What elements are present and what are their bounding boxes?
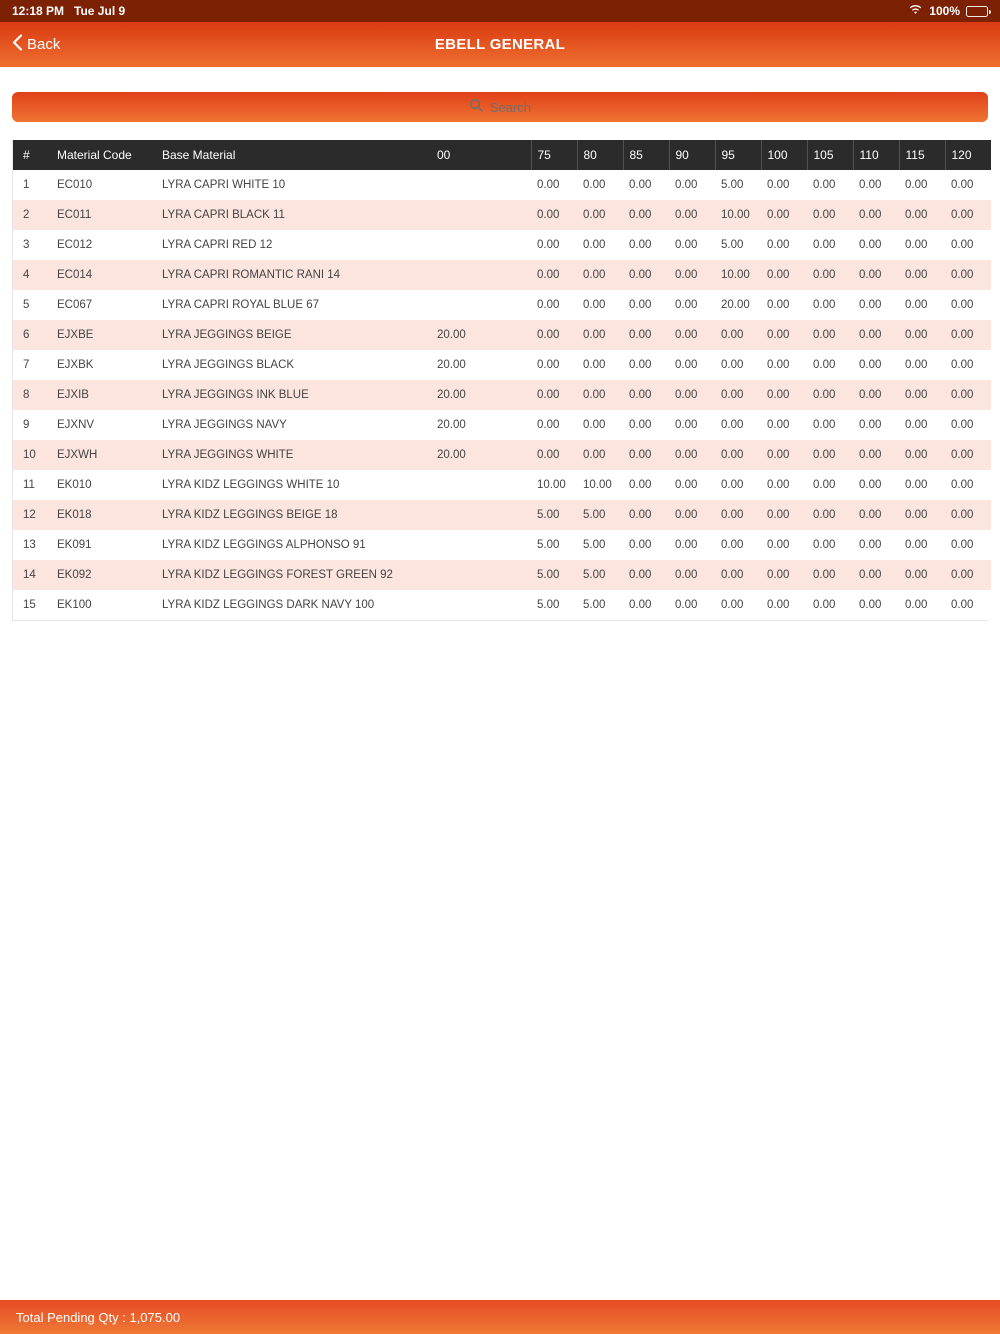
table-row[interactable] bbox=[13, 290, 991, 320]
row-number: 5 bbox=[23, 299, 30, 311]
qty-cell: 20.00 bbox=[437, 449, 466, 461]
qty-cell: 0.00 bbox=[629, 329, 652, 341]
table-row[interactable] bbox=[13, 500, 991, 530]
qty-cell: 0.00 bbox=[813, 299, 836, 311]
qty-cell: 0.00 bbox=[675, 599, 698, 611]
base-material: LYRA CAPRI ROYAL BLUE 67 bbox=[162, 299, 320, 311]
qty-cell: 0.00 bbox=[767, 569, 790, 581]
base-material: LYRA JEGGINGS WHITE bbox=[162, 449, 294, 461]
qty-cell: 0.00 bbox=[813, 449, 836, 461]
qty-cell: 5.00 bbox=[721, 239, 744, 251]
qty-cell: 0.00 bbox=[951, 539, 974, 551]
material-code: EC014 bbox=[57, 269, 93, 281]
column-header: 110 bbox=[853, 140, 899, 170]
qty-cell: 5.00 bbox=[537, 599, 560, 611]
qty-cell: 0.00 bbox=[721, 389, 744, 401]
base-material: LYRA KIDZ LEGGINGS WHITE 10 bbox=[162, 479, 340, 491]
qty-cell: 0.00 bbox=[905, 569, 928, 581]
qty-cell: 0.00 bbox=[905, 479, 928, 491]
qty-cell: 0.00 bbox=[583, 209, 606, 221]
qty-cell: 0.00 bbox=[721, 359, 744, 371]
magnifier-icon bbox=[469, 98, 483, 117]
qty-cell: 0.00 bbox=[951, 569, 974, 581]
table-row[interactable] bbox=[13, 380, 991, 410]
qty-cell: 20.00 bbox=[721, 299, 750, 311]
qty-cell: 0.00 bbox=[629, 509, 652, 521]
chevron-left-icon bbox=[12, 34, 23, 55]
qty-cell: 0.00 bbox=[721, 509, 744, 521]
qty-cell: 20.00 bbox=[437, 389, 466, 401]
qty-cell: 0.00 bbox=[675, 479, 698, 491]
material-code: EK010 bbox=[57, 479, 92, 491]
qty-cell: 0.00 bbox=[537, 269, 560, 281]
row-number: 8 bbox=[23, 389, 30, 401]
search-placeholder: Search bbox=[489, 99, 532, 115]
qty-cell: 0.00 bbox=[537, 299, 560, 311]
qty-cell: 0.00 bbox=[859, 539, 882, 551]
qty-cell: 0.00 bbox=[905, 509, 928, 521]
base-material: LYRA CAPRI ROMANTIC RANI 14 bbox=[162, 269, 341, 281]
table-row[interactable] bbox=[13, 410, 991, 440]
wifi-icon bbox=[908, 4, 923, 18]
qty-cell: 0.00 bbox=[721, 329, 744, 341]
qty-cell: 0.00 bbox=[905, 359, 928, 371]
material-code: EK100 bbox=[57, 599, 92, 611]
qty-cell: 0.00 bbox=[675, 419, 698, 431]
qty-cell: 0.00 bbox=[951, 299, 974, 311]
qty-cell bbox=[431, 260, 531, 290]
material-code: EC067 bbox=[57, 299, 93, 311]
table-row[interactable] bbox=[13, 230, 991, 260]
qty-cell: 0.00 bbox=[813, 179, 836, 191]
table-row[interactable] bbox=[13, 320, 991, 350]
material-code: EK091 bbox=[57, 539, 92, 551]
status-time: 12:18 PM bbox=[12, 4, 65, 18]
column-header: Material Code bbox=[51, 140, 156, 170]
qty-cell: 0.00 bbox=[859, 209, 882, 221]
column-header: 95 bbox=[715, 140, 761, 170]
column-header: 100 bbox=[761, 140, 807, 170]
qty-cell: 0.00 bbox=[675, 239, 698, 251]
base-material: LYRA KIDZ LEGGINGS FOREST GREEN 92 bbox=[162, 569, 393, 581]
base-material: LYRA KIDZ LEGGINGS ALPHONSO 91 bbox=[162, 539, 366, 551]
qty-cell: 0.00 bbox=[629, 419, 652, 431]
row-number: 3 bbox=[23, 239, 30, 251]
table-header bbox=[13, 140, 991, 170]
qty-cell bbox=[431, 200, 531, 230]
qty-cell: 0.00 bbox=[767, 389, 790, 401]
base-material: LYRA KIDZ LEGGINGS BEIGE 18 bbox=[162, 509, 338, 521]
base-material: LYRA CAPRI RED 12 bbox=[162, 239, 273, 251]
back-label: Back bbox=[27, 36, 61, 53]
qty-cell: 0.00 bbox=[583, 239, 606, 251]
qty-cell: 0.00 bbox=[583, 419, 606, 431]
qty-cell: 0.00 bbox=[905, 209, 928, 221]
base-material: LYRA CAPRI WHITE 10 bbox=[162, 179, 286, 191]
qty-cell: 0.00 bbox=[675, 329, 698, 341]
qty-cell: 0.00 bbox=[951, 239, 974, 251]
qty-cell: 0.00 bbox=[813, 539, 836, 551]
qty-cell: 0.00 bbox=[583, 299, 606, 311]
qty-cell bbox=[431, 560, 531, 590]
column-header: 00 bbox=[431, 140, 531, 170]
qty-cell: 0.00 bbox=[859, 389, 882, 401]
qty-cell: 0.00 bbox=[905, 419, 928, 431]
qty-cell: 0.00 bbox=[675, 539, 698, 551]
qty-cell: 0.00 bbox=[813, 269, 836, 281]
qty-cell: 0.00 bbox=[721, 599, 744, 611]
qty-cell: 0.00 bbox=[583, 329, 606, 341]
material-code: EJXWH bbox=[57, 449, 98, 461]
qty-cell: 0.00 bbox=[813, 359, 836, 371]
qty-cell: 0.00 bbox=[583, 389, 606, 401]
qty-cell: 0.00 bbox=[675, 509, 698, 521]
qty-cell: 0.00 bbox=[767, 179, 790, 191]
qty-cell: 5.00 bbox=[583, 569, 606, 581]
qty-cell: 20.00 bbox=[437, 329, 466, 341]
table-row[interactable] bbox=[13, 200, 991, 230]
qty-cell: 0.00 bbox=[537, 449, 560, 461]
qty-cell: 0.00 bbox=[905, 269, 928, 281]
table-row[interactable] bbox=[13, 350, 991, 380]
material-code: EJXIB bbox=[57, 389, 89, 401]
qty-cell: 0.00 bbox=[859, 239, 882, 251]
qty-cell: 0.00 bbox=[537, 179, 560, 191]
base-material: LYRA CAPRI BLACK 11 bbox=[162, 209, 285, 221]
qty-cell: 0.00 bbox=[859, 359, 882, 371]
qty-cell: 0.00 bbox=[629, 209, 652, 221]
qty-cell: 0.00 bbox=[675, 209, 698, 221]
row-number: 12 bbox=[23, 509, 36, 521]
qty-cell: 0.00 bbox=[951, 179, 974, 191]
column-header: 105 bbox=[807, 140, 853, 170]
row-number: 11 bbox=[23, 479, 35, 491]
qty-cell: 0.00 bbox=[767, 269, 790, 281]
qty-cell: 0.00 bbox=[537, 209, 560, 221]
qty-cell: 0.00 bbox=[767, 539, 790, 551]
back-button[interactable] bbox=[0, 22, 72, 67]
material-code: EC012 bbox=[57, 239, 93, 251]
material-code: EC011 bbox=[57, 209, 92, 221]
qty-cell: 0.00 bbox=[767, 209, 790, 221]
qty-cell: 5.00 bbox=[537, 569, 560, 581]
qty-cell: 0.00 bbox=[583, 449, 606, 461]
row-number: 15 bbox=[23, 599, 36, 611]
qty-cell: 0.00 bbox=[629, 389, 652, 401]
table-row[interactable] bbox=[13, 560, 991, 590]
qty-cell: 0.00 bbox=[951, 269, 974, 281]
base-material: LYRA JEGGINGS BEIGE bbox=[162, 329, 292, 341]
column-header: Base Material bbox=[156, 140, 431, 170]
row-number: 6 bbox=[23, 329, 30, 341]
table-row[interactable] bbox=[13, 440, 991, 470]
table-row[interactable] bbox=[13, 260, 991, 290]
qty-cell: 0.00 bbox=[951, 449, 974, 461]
qty-cell: 0.00 bbox=[905, 389, 928, 401]
qty-cell: 0.00 bbox=[767, 509, 790, 521]
qty-cell: 0.00 bbox=[629, 299, 652, 311]
footer-bar bbox=[0, 1300, 1000, 1334]
total-pending-qty: Total Pending Qty : 1,075.00 bbox=[16, 1309, 181, 1325]
qty-cell: 0.00 bbox=[813, 479, 836, 491]
qty-cell: 0.00 bbox=[767, 329, 790, 341]
qty-cell: 0.00 bbox=[767, 299, 790, 311]
status-bar bbox=[0, 0, 1000, 22]
material-code: EK092 bbox=[57, 569, 92, 581]
battery-full-icon bbox=[966, 6, 988, 17]
qty-cell: 0.00 bbox=[859, 419, 882, 431]
qty-cell: 20.00 bbox=[437, 359, 466, 371]
qty-cell: 0.00 bbox=[859, 299, 882, 311]
row-number: 7 bbox=[23, 359, 30, 371]
qty-cell: 0.00 bbox=[537, 389, 560, 401]
qty-cell: 0.00 bbox=[905, 299, 928, 311]
qty-cell: 10.00 bbox=[721, 209, 750, 221]
qty-cell: 0.00 bbox=[813, 389, 836, 401]
base-material: LYRA JEGGINGS INK BLUE bbox=[162, 389, 309, 401]
table-row[interactable] bbox=[13, 170, 991, 200]
qty-cell bbox=[431, 170, 531, 200]
material-code: EK018 bbox=[57, 509, 92, 521]
qty-cell: 0.00 bbox=[675, 449, 698, 461]
materials-table bbox=[13, 140, 991, 620]
qty-cell: 0.00 bbox=[859, 599, 882, 611]
qty-cell: 0.00 bbox=[629, 479, 652, 491]
qty-cell: 0.00 bbox=[675, 269, 698, 281]
column-header: 80 bbox=[577, 140, 623, 170]
table-row[interactable] bbox=[13, 470, 991, 500]
qty-cell: 0.00 bbox=[675, 569, 698, 581]
qty-cell: 0.00 bbox=[813, 209, 836, 221]
qty-cell: 0.00 bbox=[629, 179, 652, 191]
table-row[interactable] bbox=[13, 530, 991, 560]
page-title: EBELL GENERAL bbox=[434, 36, 566, 53]
qty-cell: 0.00 bbox=[537, 329, 560, 341]
qty-cell: 0.00 bbox=[813, 329, 836, 341]
qty-cell: 0.00 bbox=[859, 179, 882, 191]
qty-cell: 0.00 bbox=[629, 599, 652, 611]
qty-cell: 0.00 bbox=[813, 239, 836, 251]
search-section bbox=[0, 67, 1000, 140]
qty-cell: 0.00 bbox=[767, 239, 790, 251]
column-header: 85 bbox=[623, 140, 669, 170]
qty-cell bbox=[431, 590, 531, 620]
column-header: # bbox=[13, 140, 51, 170]
qty-cell: 0.00 bbox=[951, 389, 974, 401]
base-material: LYRA KIDZ LEGGINGS DARK NAVY 100 bbox=[162, 599, 375, 611]
qty-cell: 0.00 bbox=[905, 599, 928, 611]
qty-cell bbox=[431, 500, 531, 530]
qty-cell: 0.00 bbox=[675, 179, 698, 191]
nav-bar bbox=[0, 22, 1000, 67]
qty-cell: 10.00 bbox=[537, 479, 566, 491]
column-header: 75 bbox=[531, 140, 577, 170]
row-number: 14 bbox=[23, 569, 36, 581]
qty-cell: 0.00 bbox=[951, 329, 974, 341]
qty-cell: 0.00 bbox=[721, 449, 744, 461]
qty-cell: 0.00 bbox=[859, 569, 882, 581]
qty-cell: 0.00 bbox=[583, 359, 606, 371]
row-number: 2 bbox=[23, 209, 30, 221]
qty-cell: 0.00 bbox=[905, 449, 928, 461]
qty-cell: 0.00 bbox=[537, 359, 560, 371]
qty-cell: 0.00 bbox=[859, 509, 882, 521]
qty-cell: 0.00 bbox=[951, 419, 974, 431]
search-input[interactable] bbox=[12, 92, 988, 122]
qty-cell: 0.00 bbox=[767, 419, 790, 431]
material-code: EJXNV bbox=[57, 419, 95, 431]
qty-cell: 5.00 bbox=[583, 509, 606, 521]
qty-cell: 0.00 bbox=[583, 179, 606, 191]
qty-cell: 5.00 bbox=[583, 539, 606, 551]
qty-cell: 5.00 bbox=[537, 539, 560, 551]
table-row[interactable] bbox=[13, 590, 991, 620]
qty-cell: 0.00 bbox=[629, 359, 652, 371]
qty-cell: 0.00 bbox=[813, 509, 836, 521]
row-number: 13 bbox=[23, 539, 36, 551]
qty-cell: 0.00 bbox=[905, 329, 928, 341]
qty-cell: 10.00 bbox=[721, 269, 750, 281]
qty-cell: 0.00 bbox=[767, 449, 790, 461]
qty-cell: 0.00 bbox=[951, 509, 974, 521]
base-material: LYRA JEGGINGS NAVY bbox=[162, 419, 287, 431]
qty-cell: 0.00 bbox=[951, 479, 974, 491]
battery-percent: 100% bbox=[929, 4, 960, 18]
material-code: EJXBE bbox=[57, 329, 94, 341]
qty-cell: 0.00 bbox=[905, 539, 928, 551]
qty-cell: 0.00 bbox=[583, 269, 606, 281]
base-material: LYRA JEGGINGS BLACK bbox=[162, 359, 295, 371]
qty-cell bbox=[431, 230, 531, 260]
qty-cell: 0.00 bbox=[537, 239, 560, 251]
qty-cell: 0.00 bbox=[813, 569, 836, 581]
qty-cell: 10.00 bbox=[583, 479, 612, 491]
column-header: 120 bbox=[945, 140, 991, 170]
qty-cell: 5.00 bbox=[583, 599, 606, 611]
qty-cell: 0.00 bbox=[629, 269, 652, 281]
materials-table-container bbox=[12, 140, 988, 621]
row-number: 9 bbox=[23, 419, 30, 431]
qty-cell: 0.00 bbox=[859, 269, 882, 281]
row-number: 10 bbox=[23, 449, 36, 461]
column-header: 90 bbox=[669, 140, 715, 170]
qty-cell: 0.00 bbox=[813, 419, 836, 431]
qty-cell: 0.00 bbox=[675, 299, 698, 311]
qty-cell: 0.00 bbox=[951, 209, 974, 221]
row-number: 4 bbox=[23, 269, 30, 281]
qty-cell: 0.00 bbox=[859, 449, 882, 461]
qty-cell: 20.00 bbox=[437, 419, 466, 431]
qty-cell: 0.00 bbox=[721, 539, 744, 551]
qty-cell: 0.00 bbox=[629, 569, 652, 581]
qty-cell: 0.00 bbox=[629, 539, 652, 551]
qty-cell: 0.00 bbox=[721, 569, 744, 581]
row-number: 1 bbox=[23, 179, 30, 191]
qty-cell: 0.00 bbox=[675, 359, 698, 371]
qty-cell: 0.00 bbox=[813, 599, 836, 611]
qty-cell bbox=[431, 290, 531, 320]
qty-cell: 0.00 bbox=[629, 239, 652, 251]
qty-cell: 0.00 bbox=[767, 599, 790, 611]
material-code: EJXBK bbox=[57, 359, 94, 371]
qty-cell: 0.00 bbox=[721, 479, 744, 491]
qty-cell: 0.00 bbox=[721, 419, 744, 431]
status-date: Tue Jul 9 bbox=[74, 4, 126, 18]
qty-cell: 0.00 bbox=[859, 329, 882, 341]
qty-cell: 5.00 bbox=[721, 179, 744, 191]
qty-cell: 0.00 bbox=[675, 389, 698, 401]
qty-cell: 0.00 bbox=[629, 449, 652, 461]
qty-cell bbox=[431, 470, 531, 500]
column-header: 115 bbox=[899, 140, 945, 170]
qty-cell: 0.00 bbox=[905, 239, 928, 251]
qty-cell: 0.00 bbox=[767, 359, 790, 371]
qty-cell: 0.00 bbox=[951, 599, 974, 611]
qty-cell: 0.00 bbox=[951, 359, 974, 371]
qty-cell: 0.00 bbox=[859, 479, 882, 491]
qty-cell: 0.00 bbox=[537, 419, 560, 431]
qty-cell: 0.00 bbox=[767, 479, 790, 491]
qty-cell bbox=[431, 530, 531, 560]
material-code: EC010 bbox=[57, 179, 93, 191]
qty-cell: 5.00 bbox=[537, 509, 560, 521]
qty-cell: 0.00 bbox=[905, 179, 928, 191]
